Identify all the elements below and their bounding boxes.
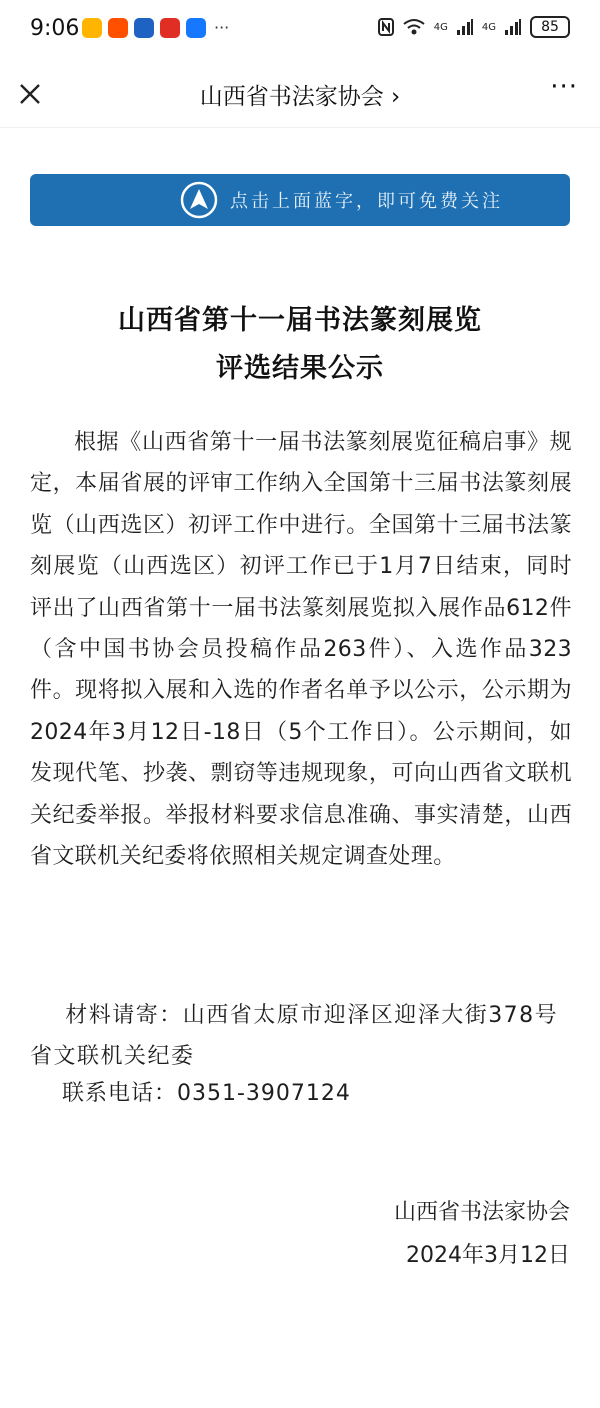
status-indicators: [378, 16, 570, 38]
shopping-app-icon: [160, 18, 180, 38]
follow-banner[interactable]: [30, 174, 570, 226]
article-body-paragraph: 根据《山西省第十一届书法篆刻展览征稿启事》规定，本届省展的评审工作纳入全国第十三届书法篆刻展览（山西选区）初评工作中进行。全国第十三届书法篆刻展览（山西选区）初评工作已于1月7日结束，同时评出了山西省第十一届书法篆刻展览拟入展作品612件（含中国书协会员投稿作品263件）、入选作品323件。现将拟入展和入选的作者名单予以公示，公示期为2024年3月12日-18日（5个工作日）。公示期间，如发现代笔、抄袭、剽窃等违规现象，可向山西省文联机关纪委举报。举报材料要求信息准确、事实清楚，山西省文联机关纪委将依照相关规定调查处理。: [30, 430, 572, 870]
network-type-2: 4G: [481, 21, 496, 33]
signature-date: 2024年3月12日: [406, 1243, 570, 1268]
nfc-icon: [378, 18, 394, 36]
status-bar: [0, 0, 600, 60]
signal-icon: [456, 18, 474, 36]
navigation-arrow-icon: [180, 181, 218, 219]
contact-phone: 联系电话：0351-3907124: [62, 1081, 351, 1106]
mailing-address: 材料请寄：山西省太原市迎泽区迎泽大街378号省文联机关纪委: [30, 1003, 559, 1069]
more-notifications-icon: ···: [214, 18, 230, 37]
account-name-link[interactable]: 山西省书法家协会 ›: [199, 84, 401, 110]
network-type-1: 4G: [433, 21, 448, 33]
signal-icon-2: [504, 18, 522, 36]
follow-banner-text: 点击上面蓝字，即可免费关注: [230, 191, 503, 212]
alipay-icon: [186, 18, 206, 38]
nav-bar: [0, 62, 600, 128]
weibo-icon: [82, 18, 102, 38]
wifi-icon: [402, 18, 426, 36]
battery-icon: 85: [530, 16, 570, 38]
status-app-icons: [82, 18, 229, 38]
status-time: 9:06: [30, 16, 80, 41]
taobao-icon: [108, 18, 128, 38]
more-options-button[interactable]: ···: [550, 72, 578, 102]
article-title-line-1: 山西省第十一届书法篆刻展览: [118, 305, 482, 336]
news-app-icon: [134, 18, 154, 38]
article-title-line-2: 评选结果公示: [216, 353, 384, 384]
follow-banner-content: [180, 181, 503, 219]
signature-organization: 山西省书法家协会: [393, 1200, 570, 1225]
